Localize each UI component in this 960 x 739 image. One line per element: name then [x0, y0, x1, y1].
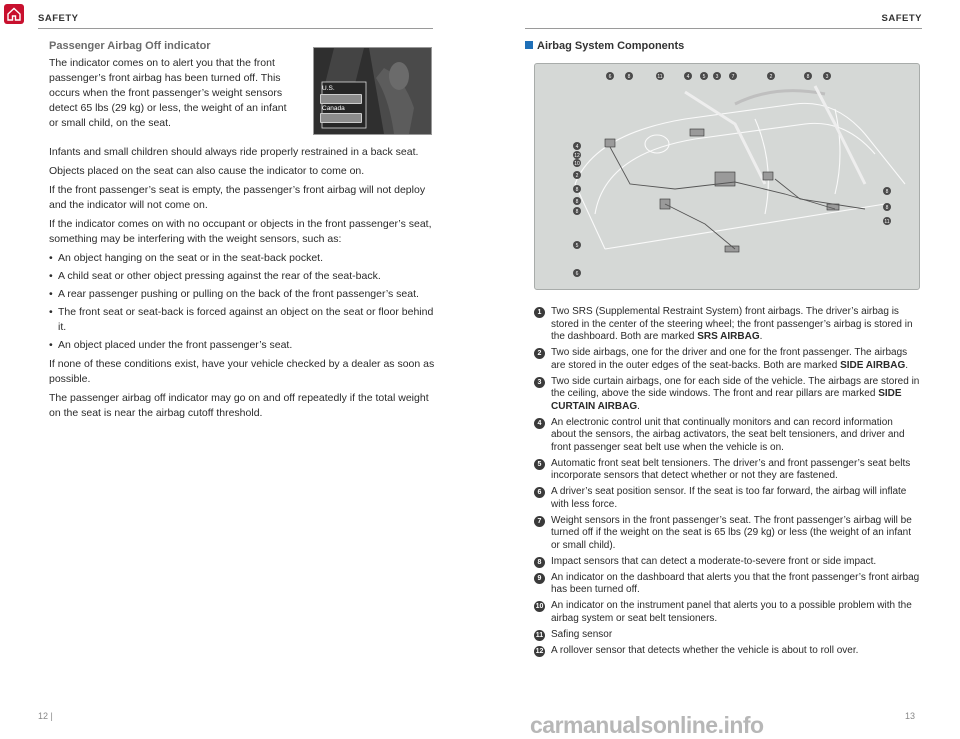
components-list	[534, 306, 920, 661]
interference-list	[49, 251, 437, 353]
list-item: • A child seat or other object pressing against the rear of the seat-back.	[49, 269, 437, 284]
svg-text:7: 7	[731, 73, 735, 80]
diagram-callout	[684, 72, 692, 80]
airbag-marking-label: SIDE CURTAIN AIRBAG	[551, 388, 902, 412]
diagram-callout	[883, 203, 891, 211]
diagram-callout	[700, 72, 708, 80]
component-text: Impact sensors that can detect a moderate-to-severe front or side impact.	[551, 555, 877, 567]
list-item: • An object placed under the front passenger’s seat.	[49, 338, 437, 353]
component-text: An indicator on the instrument panel that alerts you to a possible problem with the airbag system or seat belt tensioners.	[551, 600, 912, 624]
paragraph: If the front passenger’s seat is empty, the passenger’s front airbag will not deploy and the indicator will not come on.	[49, 184, 426, 211]
indicator-light-us	[320, 94, 362, 104]
subsection-title: Passenger Airbag Off indicator	[49, 40, 211, 52]
number-badge: 1	[534, 307, 545, 318]
component-text-end: .	[905, 359, 909, 371]
diagram-callout	[573, 207, 581, 215]
paragraph: The passenger airbag off indicator may go on and off repeatedly if the total weight on the seat is near the airbag cutoff threshold.	[49, 392, 429, 419]
component-text: Automatic front seat belt tensioners. The driver’s and front passenger’s seat belts incorporate sensors that detect whether or not they are fastened.	[551, 457, 911, 481]
section-title-text: Airbag System Components	[537, 40, 685, 52]
diagram-callout	[656, 72, 664, 80]
component-item	[534, 600, 920, 625]
component-text: Two side curtain airbags, one for each side of the vehicle. The airbags are stored in the ceiling, above the side windows. The front and rear pillars are marked	[551, 375, 920, 399]
diagram-callout	[823, 72, 831, 80]
number-badge: 4	[534, 418, 545, 429]
component-text: An electronic control unit that continually monitors and can record information about the sensors, the airbag activators, the seat belt tensioners, and driver and front passenger seat belt use when the vehicle is on.	[551, 416, 905, 453]
component-text: An indicator on the dashboard that alerts you that the front passenger’s front airbag has been turned off.	[551, 571, 920, 595]
diagram-callout	[713, 72, 721, 80]
number-badge: 6	[534, 487, 545, 498]
component-item	[534, 306, 920, 344]
component-item	[534, 417, 920, 455]
component-text: Weight sensors in the front passenger’s seat. The front passenger’s airbag will be turned off if the weight on the seat is 65 lbs (29 kg) or less (the weight of an infant or small child).	[551, 514, 912, 551]
right-page-number: 13	[905, 711, 916, 721]
component-text: Two SRS (Supplemental Restraint System) front airbags. The driver’s airbag is stored in the center of the steering wheel; the front passenger’s airbag is stored in the dashboard. Both are marked	[551, 306, 913, 342]
right-header-rule	[525, 28, 922, 29]
airbag-components-diagram	[534, 63, 920, 290]
svg-text:2: 2	[575, 172, 579, 179]
diagram-callout	[573, 159, 581, 167]
indicator-light-canada	[320, 113, 362, 123]
diagram-callout	[573, 269, 581, 277]
svg-text:3: 3	[825, 73, 829, 80]
diagram-callout	[573, 142, 581, 150]
svg-text:8: 8	[575, 198, 579, 205]
number-badge: 10	[535, 603, 544, 610]
svg-text:8: 8	[885, 204, 889, 211]
airbag-marking-label: SIDE AIRBAG	[840, 359, 906, 371]
svg-text:5: 5	[575, 242, 579, 249]
number-badge: 8	[534, 557, 545, 568]
paragraph: Infants and small children should always ride properly restrained in a back seat.	[49, 146, 419, 158]
number-badge: 5	[534, 459, 545, 470]
diagram-callout	[883, 217, 891, 225]
number-badge: 2	[534, 348, 545, 359]
svg-text:2: 2	[769, 73, 773, 80]
left-page-number: 12 |	[38, 711, 53, 721]
diagram-callout	[804, 72, 812, 80]
left-page-header: SAFETY	[38, 13, 79, 24]
paragraph: If none of these conditions exist, have your vehicle checked by a dealer as soon as possible.	[49, 358, 435, 385]
number-badge: 7	[534, 516, 545, 527]
svg-text:12: 12	[574, 152, 580, 159]
paragraph: Objects placed on the seat can also cause the indicator to come on.	[49, 165, 365, 177]
number-badge: 12	[535, 647, 544, 655]
number-badge: 3	[534, 377, 545, 388]
component-text-end: .	[759, 331, 763, 342]
diagram-callout	[767, 72, 775, 80]
diagram-callout	[573, 197, 581, 205]
component-item	[534, 376, 920, 414]
list-item: • An object hanging on the seat or in the seat-back pocket.	[49, 251, 437, 266]
number-badge: 9	[534, 573, 545, 584]
component-text: Two side airbags, one for the driver and one for the front passenger. The airbags are stored in the outer edges of the seat-backs. Both are marked	[551, 347, 908, 371]
diagram-callout	[573, 171, 581, 179]
component-item	[534, 515, 920, 553]
home-icon[interactable]	[4, 4, 24, 24]
component-text-end: .	[637, 400, 640, 412]
list-item: • The front seat or seat-back is forced against an object on the seat or floor behind it.	[49, 305, 437, 335]
svg-text:4: 4	[686, 73, 690, 80]
svg-text:6: 6	[608, 73, 612, 80]
diagram-callout	[883, 187, 891, 195]
diagram-callout	[573, 185, 581, 193]
component-item	[534, 556, 920, 569]
component-item	[534, 486, 920, 511]
svg-text:8: 8	[806, 73, 810, 80]
component-text: Safing sensor	[551, 628, 613, 640]
svg-text:11: 11	[884, 218, 890, 225]
intro-paragraph: The indicator comes on to alert you that the front passenger’s front airbag has been turned off. This occurs when the front passenger’s weight sensors detect 65 lbs (29 kg) or less, the weight of an infant or small child, on the seat.	[49, 57, 287, 129]
number-badge: 11	[535, 631, 544, 639]
list-item: • A rear passenger pushing or pulling on the back of the front passenger’s seat.	[49, 287, 437, 302]
diagram-callout	[729, 72, 737, 80]
svg-text:8: 8	[575, 208, 579, 215]
svg-text:8: 8	[627, 73, 631, 80]
watermark-text: carmanualsonline.info	[530, 712, 764, 738]
svg-text:10: 10	[574, 160, 580, 167]
svg-text:8: 8	[575, 186, 579, 193]
right-page-header: SAFETY	[881, 13, 922, 24]
component-text: A rollover sensor that detects whether the vehicle is about to roll over.	[551, 644, 859, 656]
component-text: A driver’s seat position sensor. If the seat is too far forward, the airbag will inflate with less force.	[551, 486, 907, 510]
airbag-marking-label: SRS AIRBAG	[697, 331, 760, 342]
svg-text:4: 4	[575, 143, 579, 150]
left-body-text	[49, 145, 437, 425]
diagram-callout	[573, 151, 581, 159]
section-title	[525, 40, 684, 52]
paragraph: If the indicator comes on with no occupant or objects in the front passenger’s seat, something may be interfering with the weight sensors, such as:	[49, 218, 432, 245]
diagram-callout	[625, 72, 633, 80]
component-item	[534, 629, 920, 642]
photo-label-canada: Canada	[322, 105, 345, 112]
component-item	[534, 458, 920, 483]
photo-label-us: U.S.	[322, 85, 335, 92]
section-square-icon	[525, 41, 533, 49]
left-header-rule	[38, 28, 433, 29]
svg-text:5: 5	[702, 73, 706, 80]
svg-text:11: 11	[657, 73, 663, 80]
diagram-callout	[606, 72, 614, 80]
diagram-callout	[573, 241, 581, 249]
svg-text:3: 3	[715, 73, 719, 80]
component-item	[534, 645, 920, 658]
svg-text:8: 8	[885, 188, 889, 195]
svg-text:6: 6	[575, 270, 579, 277]
component-item	[534, 347, 920, 372]
component-item	[534, 572, 920, 597]
